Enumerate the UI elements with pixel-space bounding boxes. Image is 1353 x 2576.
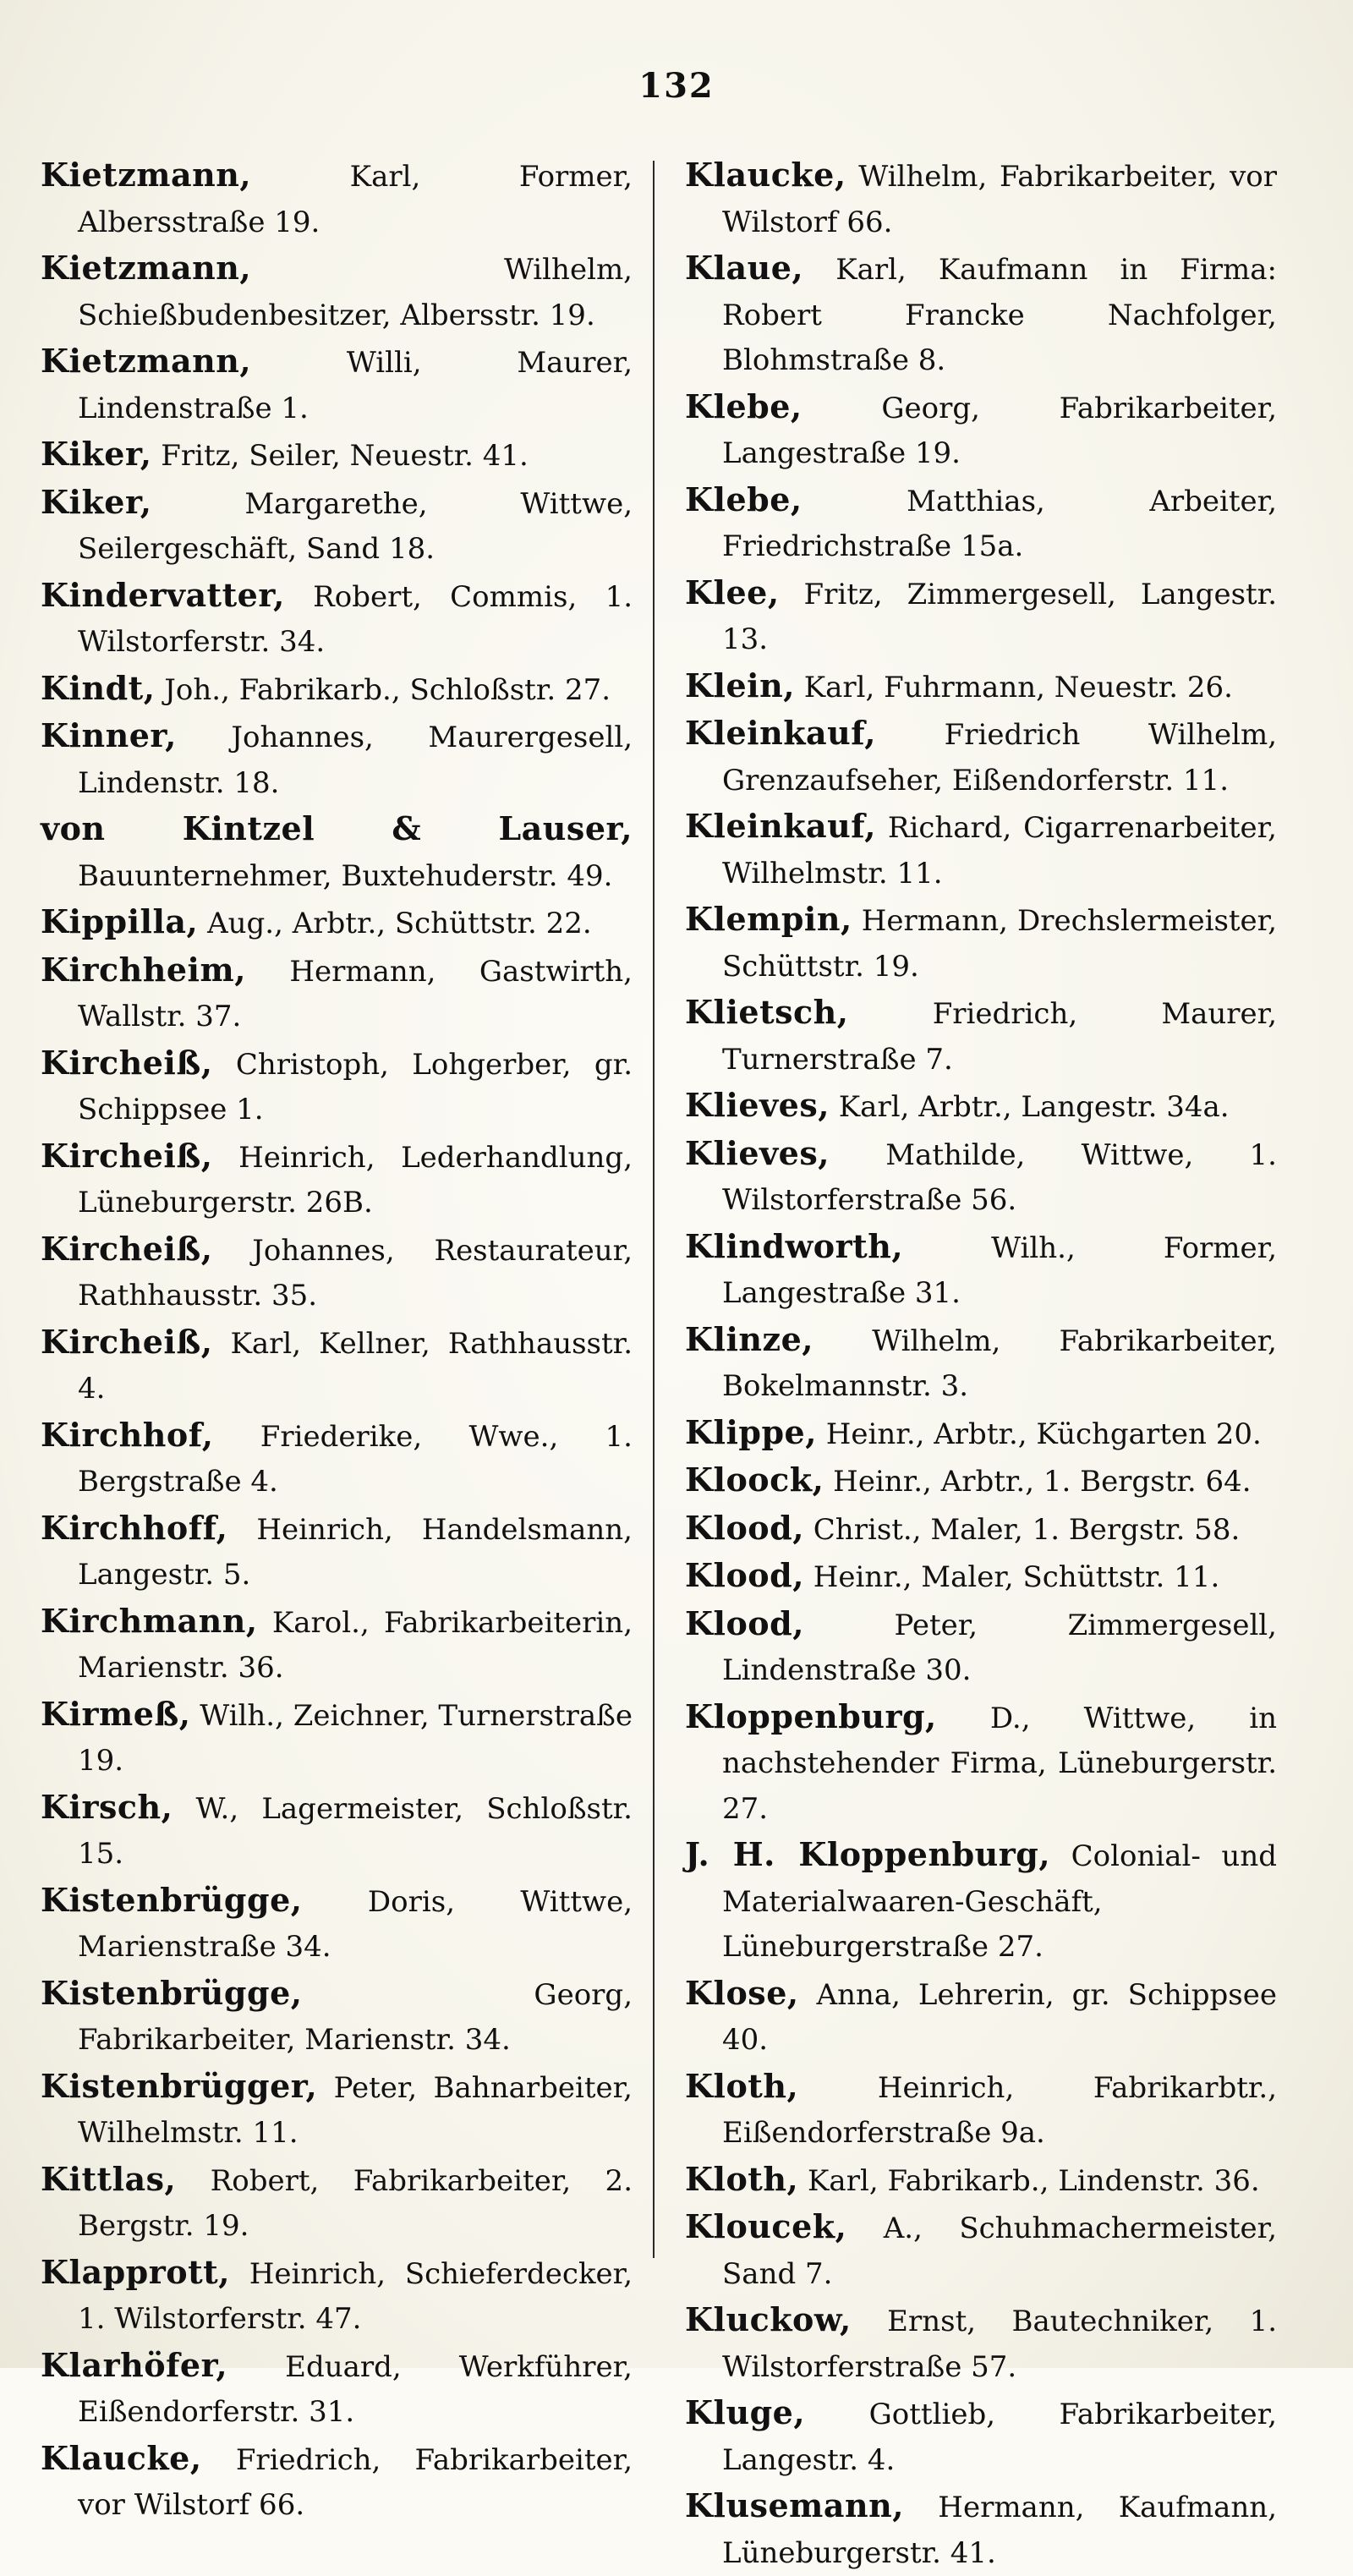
entry-details: Bauunternehmer, Buxtehuderstr. 49. bbox=[78, 858, 613, 893]
entry-name: Kloppenburg, bbox=[685, 1696, 937, 1735]
entry-details: Heinr., Arbtr., Küchgarten 20. bbox=[825, 1417, 1262, 1451]
entry-details: Karl, Arbtr., Langestr. 34a. bbox=[838, 1090, 1230, 1124]
directory-entry bbox=[685, 2297, 1277, 2390]
entry-name: Klieves, bbox=[685, 1133, 830, 1172]
entry-name: Kircheiß, bbox=[41, 1043, 213, 1082]
entry-name: Kietzmann, bbox=[41, 249, 252, 287]
entry-name: Klose, bbox=[685, 1973, 799, 2012]
entry-details: Friedrich Wilhelm, Grenzaufseher, Eißendorferstr. 11. bbox=[722, 718, 1278, 797]
entry-name: Kloth, bbox=[685, 2066, 799, 2105]
entry-details: Matthias, Arbeiter, Friedrichstraße 15a. bbox=[722, 484, 1277, 563]
entry-details: Heinrich, Schieferdecker, 1. Wilstorferstr. 47. bbox=[78, 2256, 633, 2336]
directory-entry bbox=[685, 989, 1277, 1082]
entry-name: Klieves, bbox=[685, 1086, 830, 1124]
entry-details: Wilhelm, Fabrikarbeiter, vor Wilstorf 66. bbox=[722, 160, 1277, 239]
directory-entry bbox=[685, 710, 1277, 803]
entry-name: Kleinkauf, bbox=[685, 714, 877, 752]
directory-entry bbox=[685, 1131, 1277, 1224]
directory-entry bbox=[685, 1505, 1277, 1554]
entry-details: Karl, Fuhrmann, Neuestr. 26. bbox=[803, 670, 1233, 704]
directory-entry bbox=[41, 666, 633, 714]
directory-entry bbox=[685, 1457, 1277, 1505]
entry-name: Kirchhof, bbox=[41, 1415, 214, 1454]
entry-name: Kirchheim, bbox=[41, 950, 246, 989]
entry-details: Christ., Maler, 1. Bergstr. 58. bbox=[813, 1512, 1241, 1547]
entry-name: Klinze, bbox=[685, 1319, 814, 1358]
entry-details: Karl, Kellner, Rathhausstr. 4. bbox=[78, 1326, 633, 1406]
entry-name: Kietzmann, bbox=[41, 342, 252, 380]
entry-name: Kistenbrügge, bbox=[41, 1880, 303, 1919]
entry-name: J. H. Kloppenburg, bbox=[685, 1835, 1051, 1873]
column-divider bbox=[653, 161, 655, 2258]
entry-details: Christoph, Lohgerber, gr. Schippsee 1. bbox=[78, 1047, 633, 1126]
directory-entry bbox=[685, 2157, 1277, 2205]
entry-name: Klein, bbox=[685, 666, 795, 704]
entry-details: Robert, Fabrikarbeiter, 2. Bergstr. 19. bbox=[78, 2163, 633, 2243]
entry-details: Eduard, Werkführer, Eißendorferstr. 31. bbox=[78, 2349, 633, 2429]
directory-entry bbox=[685, 2064, 1277, 2157]
directory-entry bbox=[41, 1784, 633, 1877]
entry-details: Gottlieb, Fabrikarbeiter, Langestr. 4. bbox=[722, 2398, 1277, 2477]
entry-name: Kirsch, bbox=[41, 1787, 173, 1826]
entry-name: Kluge, bbox=[685, 2393, 806, 2431]
directory-entry bbox=[685, 1410, 1277, 1458]
entry-details: Ernst, Bautechniker, 1. Wilstorferstraße 57. bbox=[722, 2305, 1278, 2384]
entry-name: Klaucke, bbox=[685, 156, 846, 194]
entry-details: Heinrich, Lederhandlung, Lüneburgerstr. 26B. bbox=[78, 1140, 633, 1219]
directory-entry bbox=[41, 1040, 633, 1133]
directory-entry bbox=[41, 1226, 633, 1319]
entry-details: Wilh., Former, Langestraße 31. bbox=[722, 1230, 1277, 1310]
entry-details: Karol., Fabrikarbeiterin, Marienstr. 36. bbox=[78, 1605, 633, 1685]
directory-entry bbox=[685, 384, 1277, 477]
directory-entry bbox=[41, 1970, 633, 2064]
entry-name: Kistenbrügge, bbox=[41, 1973, 303, 2012]
entry-name: Klindworth, bbox=[685, 1226, 904, 1265]
entry-details: Richard, Cigarrenarbeiter, Wilhelmstr. 11. bbox=[722, 811, 1277, 891]
entry-details: Friederike, Wwe., 1. Bergstraße 4. bbox=[78, 1419, 633, 1499]
entry-details: Peter, Bahnarbeiter, Wilhelmstr. 11. bbox=[78, 2070, 633, 2150]
directory-entry bbox=[685, 152, 1277, 245]
entry-name: Klebe, bbox=[685, 386, 802, 425]
entry-name: Kircheiß, bbox=[41, 1229, 213, 1268]
entry-name: Klippe, bbox=[685, 1412, 817, 1451]
entry-name: Klood, bbox=[685, 1556, 804, 1594]
directory-entry bbox=[685, 2483, 1277, 2576]
directory-entry bbox=[685, 1970, 1277, 2064]
directory-entry bbox=[41, 2343, 633, 2436]
entry-name: Kircheiß, bbox=[41, 1322, 213, 1361]
entry-name: Klietsch, bbox=[685, 993, 849, 1031]
left-column bbox=[41, 152, 633, 2529]
entry-name: Kiker, bbox=[41, 482, 152, 521]
entry-details: Karl, Former, Albersstraße 19. bbox=[78, 160, 633, 239]
entry-details: Mathilde, Wittwe, 1. Wilstorferstraße 56. bbox=[722, 1137, 1277, 1217]
page-number: 132 bbox=[638, 66, 715, 106]
entry-name: Kietzmann, bbox=[41, 156, 252, 194]
entry-details: Johannes, Restaurateur, Rathhausstr. 35. bbox=[78, 1233, 633, 1313]
directory-entry bbox=[685, 1317, 1277, 1410]
entry-name: Kloth, bbox=[685, 2159, 799, 2198]
directory-entry bbox=[685, 2204, 1277, 2297]
entry-name: Kindt, bbox=[41, 668, 156, 707]
entry-details: Peter, Zimmergesell, Lindenstraße 30. bbox=[722, 1608, 1277, 1687]
directory-entry bbox=[41, 947, 633, 1040]
entry-details: Fritz, Seiler, Neuestr. 41. bbox=[161, 439, 529, 473]
entry-name: Klarhöfer, bbox=[41, 2345, 228, 2384]
directory-entry bbox=[41, 2157, 633, 2250]
directory-entry bbox=[41, 2064, 633, 2157]
directory-entry bbox=[685, 1553, 1277, 1601]
directory-entry bbox=[41, 1877, 633, 1970]
directory-entry bbox=[685, 245, 1277, 384]
entry-details: Hermann, Drechslermeister, Schüttstr. 19. bbox=[722, 904, 1277, 984]
entry-details: Anna, Lehrerin, gr. Schippsee 40. bbox=[722, 1977, 1277, 2057]
entry-details: Hermann, Kaufmann, Lüneburgerstr. 41. bbox=[722, 2491, 1277, 2570]
directory-entry bbox=[41, 245, 633, 338]
entry-details: Johannes, Maurergesell, Lindenstr. 18. bbox=[78, 721, 633, 800]
directory-entry bbox=[685, 1832, 1277, 1970]
directory-entry bbox=[41, 899, 633, 947]
directory-entry bbox=[685, 1694, 1277, 1833]
entry-details: Aug., Arbtr., Schüttstr. 22. bbox=[207, 907, 592, 940]
directory-entry bbox=[41, 1598, 633, 1691]
directory-entry bbox=[685, 1082, 1277, 1131]
entry-name: Kippilla, bbox=[41, 902, 199, 940]
entry-name: Kirmeß, bbox=[41, 1694, 191, 1733]
entry-name: Kittlas, bbox=[41, 2159, 177, 2198]
entry-details: Georg, Fabrikarbeiter, Marienstr. 34. bbox=[78, 1977, 633, 2057]
directory-entry bbox=[685, 2390, 1277, 2483]
directory-entry bbox=[41, 338, 633, 431]
entry-name: Kistenbrügger, bbox=[41, 2066, 318, 2105]
directory-entry bbox=[41, 806, 633, 899]
entry-details: Georg, Fabrikarbeiter, Langestraße 19. bbox=[722, 391, 1278, 470]
directory-entry bbox=[41, 1412, 633, 1505]
directory-entry bbox=[41, 2250, 633, 2343]
entry-details: Karl, Fabrikarb., Lindenstr. 36. bbox=[808, 2163, 1260, 2198]
entry-name: Klaue, bbox=[685, 249, 804, 287]
directory-entry bbox=[685, 1601, 1277, 1694]
entry-details: Karl, Kaufmann in Firma: Robert Francke Nachfolger, Blohmstraße 8. bbox=[722, 253, 1277, 377]
directory-entry bbox=[685, 477, 1277, 570]
entry-details: Hermann, Gastwirth, Wallstr. 37. bbox=[78, 954, 633, 1033]
entry-name: von Kintzel & Lauser, bbox=[41, 809, 633, 847]
entry-details: Wilh., Zeichner, Turnerstraße 19. bbox=[78, 1698, 633, 1778]
directory-entry bbox=[41, 1505, 633, 1598]
directory-entry bbox=[41, 1133, 633, 1226]
entry-details: Margarethe, Wittwe, Seilergeschäft, Sand 18. bbox=[78, 486, 633, 566]
entry-details: D., Wittwe, in nachstehender Firma, Lüneburgerstr. 27. bbox=[722, 1701, 1277, 1826]
entry-name: Kindervatter, bbox=[41, 575, 285, 614]
entry-name: Klood, bbox=[685, 1603, 804, 1642]
entry-name: Klebe, bbox=[685, 480, 802, 518]
entry-name: Kircheiß, bbox=[41, 1136, 213, 1175]
entry-name: Klaucke, bbox=[41, 2438, 202, 2477]
entry-name: Klapprott, bbox=[41, 2252, 230, 2291]
entry-name: Kleinkauf, bbox=[685, 807, 877, 845]
entry-details: Robert, Commis, 1. Wilstorferstr. 34. bbox=[78, 579, 633, 659]
entry-details: Wilhelm, Fabrikarbeiter, Bokelmannstr. 3. bbox=[722, 1324, 1277, 1403]
entry-name: Klood, bbox=[685, 1508, 804, 1547]
entry-details: Fritz, Zimmergesell, Langestr. 13. bbox=[722, 577, 1278, 656]
right-column bbox=[685, 152, 1277, 2576]
directory-entry bbox=[41, 152, 633, 245]
directory-entry bbox=[41, 1691, 633, 1784]
directory-entry bbox=[685, 896, 1277, 989]
directory-entry bbox=[685, 803, 1277, 896]
entry-details: Doris, Wittwe, Marienstraße 34. bbox=[78, 1884, 633, 1964]
entry-name: Kloock, bbox=[685, 1461, 824, 1499]
entry-name: Kiker, bbox=[41, 435, 152, 473]
entry-details: Wilhelm, Schießbudenbesitzer, Albersstr. 19. bbox=[78, 253, 633, 332]
directory-entry bbox=[41, 2436, 633, 2529]
entry-details: Heinrich, Handelsmann, Langestr. 5. bbox=[78, 1512, 633, 1592]
directory-entry bbox=[685, 1224, 1277, 1317]
entry-name: Kirchhoff, bbox=[41, 1508, 228, 1547]
directory-entry bbox=[41, 480, 633, 573]
directory-entry bbox=[41, 573, 633, 666]
entry-details: Joh., Fabrikarb., Schloßstr. 27. bbox=[164, 672, 611, 707]
entry-details: A., Schuhmachermeister, Sand 7. bbox=[722, 2212, 1277, 2291]
directory-entry bbox=[685, 570, 1277, 663]
directory-entry bbox=[41, 431, 633, 480]
entry-details: Heinrich, Fabrikarbtr., Eißendorferstraße 9a. bbox=[722, 2070, 1278, 2150]
entry-name: Kluckow, bbox=[685, 2300, 852, 2338]
entry-details: Willi, Maurer, Lindenstraße 1. bbox=[78, 346, 633, 425]
directory-entry bbox=[685, 663, 1277, 711]
entry-name: Kloucek, bbox=[685, 2207, 847, 2245]
entry-name: Klempin, bbox=[685, 900, 852, 938]
entry-details: W., Lagermeister, Schloßstr. 15. bbox=[78, 1791, 633, 1871]
entry-details: Friedrich, Maurer, Turnerstraße 7. bbox=[722, 997, 1277, 1077]
entry-name: Klee, bbox=[685, 573, 780, 611]
entry-name: Kinner, bbox=[41, 716, 177, 754]
directory-entry bbox=[41, 1319, 633, 1412]
entry-details: Heinr., Maler, Schüttstr. 11. bbox=[813, 1560, 1220, 1594]
directory-entry bbox=[41, 713, 633, 806]
entry-details: Colonial- und Materialwaaren-Geschäft, Lüneburgerstraße 27. bbox=[722, 1839, 1277, 1964]
entry-details: Heinr., Arbtr., 1. Bergstr. 64. bbox=[833, 1465, 1252, 1499]
entry-name: Klusemann, bbox=[685, 2486, 904, 2524]
entry-name: Kirchmann, bbox=[41, 1601, 258, 1640]
entry-details: Friedrich, Fabrikarbeiter, vor Wilstorf 66. bbox=[78, 2442, 633, 2522]
